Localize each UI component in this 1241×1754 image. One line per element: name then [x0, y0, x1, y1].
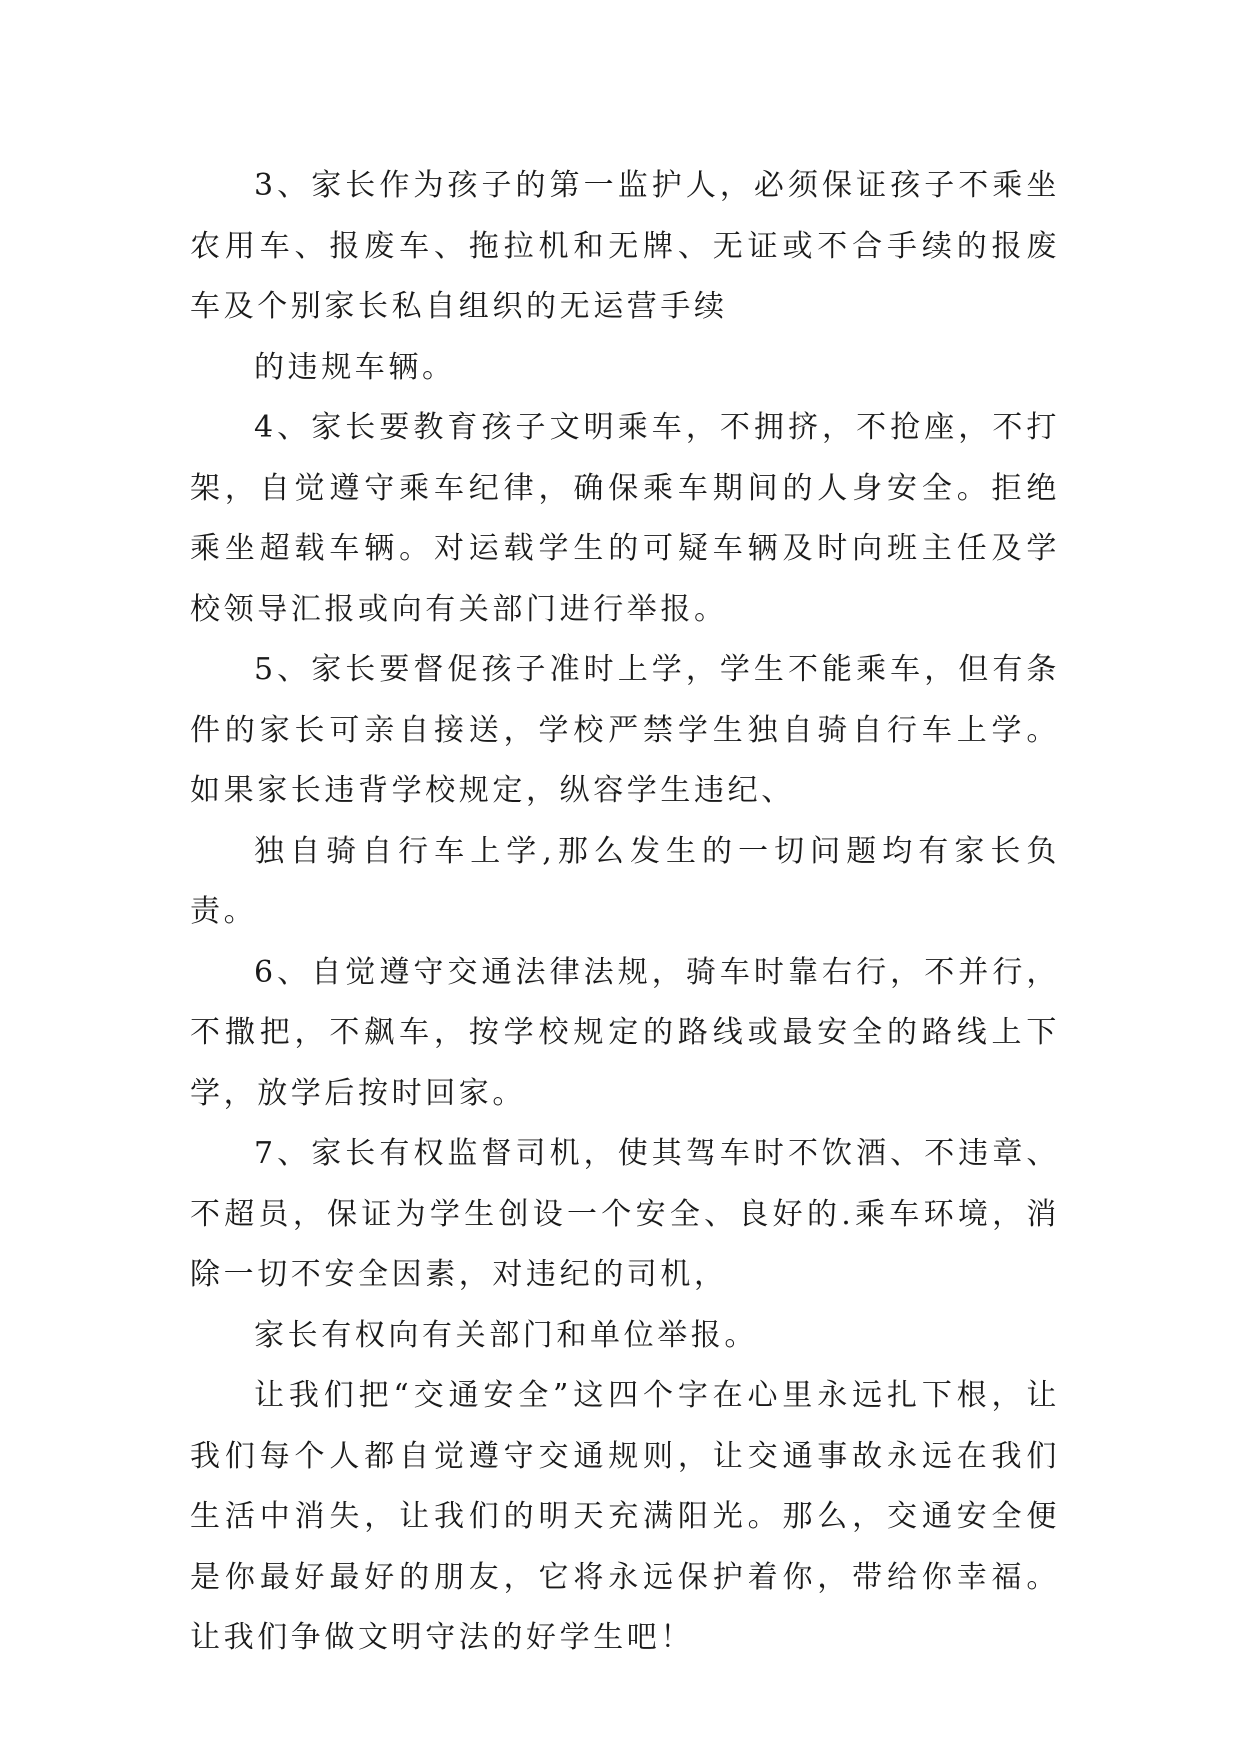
- paragraph-closing: 让我们把“交通安全”这四个字在心里永远扎下根，让我们每个人都自觉遵守交通规则，让交通事故永远在我们生活中消失，让我们的明天充满阳光。那么，交通安全便是你最好最好的朋友，它将永远保护着你，带给你幸福。让我们争做文明守法的好学生吧！: [190, 1378, 1060, 1655]
- paragraph-item-6: 6、自觉遵守交通法律法规，骑车时靠右行，不并行，不撒把，不飙车，按学校规定的路线或最安全的路线上下学，放学后按时回家。: [190, 954, 1060, 1111]
- paragraph-item-3-intro: 3、家长作为孩子的第一监护人，必须保证孩子不乘坐农用车、报废车、拖拉机和无牌、无证或不合手续的报废车及个别家长私自组织的无运营手续: [190, 168, 1060, 324]
- paragraph-item-5-continuation: 独自骑自行车上学,那么发生的一切问题均有家长负责。: [190, 833, 1060, 929]
- paragraph-item-3-continuation: 的违规车辆。: [254, 349, 456, 385]
- paragraph-item-7-intro: 7、家长有权监督司机，使其驾车时不饮酒、不违章、不超员，保证为学生创设一个安全、良好的.乘车环境，消除一切不安全因素，对违纪的司机，: [190, 1136, 1060, 1292]
- paragraph-item-4: 4、家长要教育孩子文明乘车，不拥挤，不抢座，不打架，自觉遵守乘车纪律，确保乘车期间的人身安全。拒绝乘坐超载车辆。对运载学生的可疑车辆及时向班主任及学校领导汇报或向有关部门进行举报。: [190, 410, 1060, 627]
- document-body: [190, 156, 1060, 1669]
- paragraph-item-5-intro: 5、家长要督促孩子准时上学，学生不能乘车，但有条件的家长可亲自接送，学校严禁学生独自骑自行车上学。如果家长违背学校规定，纵容学生违纪、: [190, 652, 1060, 808]
- paragraph-item-7-continuation: 家长有权向有关部门和单位举报。: [254, 1317, 758, 1353]
